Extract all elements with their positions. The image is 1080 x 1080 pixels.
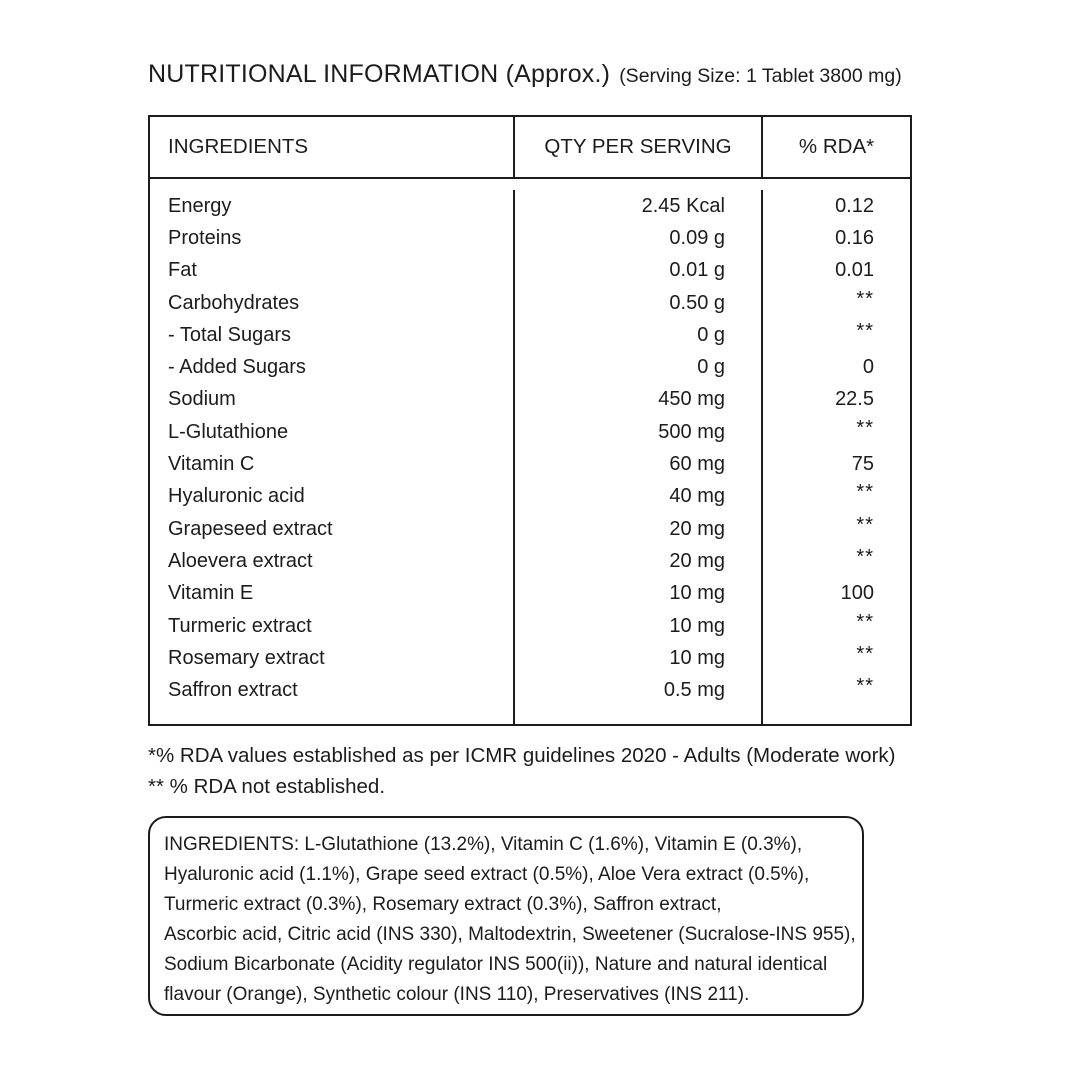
ingredients-line: flavour (Orange), Synthetic colour (INS 110), Preservatives (INS 211). <box>164 984 750 1005</box>
table-filler-row <box>150 707 910 724</box>
ingredient-name: - Added Sugars <box>150 351 515 383</box>
ingredients-line: INGREDIENTS: L-Glutathione (13.2%), Vitamin C (1.6%), Vitamin E (0.3%), <box>164 834 803 855</box>
table-filler-cell <box>150 707 515 724</box>
ingredients-line: Turmeric extract (0.3%), Rosemary extract (0.3%), Saffron extract, <box>164 894 722 915</box>
table-row <box>150 513 910 545</box>
qty-value: 20 mg <box>515 513 763 545</box>
rda-value: ** <box>856 481 874 504</box>
page-title <box>148 60 902 89</box>
ingredient-name: Hyaluronic acid <box>150 481 515 513</box>
qty-value: 40 mg <box>515 481 763 513</box>
qty-value: 0.5 mg <box>515 674 763 706</box>
ingredients-line: Sodium Bicarbonate (Acidity regulator INS 500(ii)), Nature and natural identical <box>164 954 828 975</box>
rda-value: 0.12 <box>835 194 874 217</box>
rda-value: 100 <box>840 582 874 605</box>
table-row <box>150 642 910 674</box>
rda-value: ** <box>856 545 874 568</box>
ingredient-name: Grapeseed extract <box>150 513 515 545</box>
ingredient-name: Saffron extract <box>150 674 515 706</box>
footnote-rda-not-established: ** % RDA not established. <box>148 775 386 798</box>
ingredient-name: L-Glutathione <box>150 416 515 448</box>
table-row <box>150 287 910 319</box>
rda-value: 0.01 <box>835 259 874 282</box>
ingredient-name: Turmeric extract <box>150 610 515 642</box>
qty-value: 0.09 g <box>515 222 763 254</box>
ingredient-name: Rosemary extract <box>150 642 515 674</box>
qty-value: 60 mg <box>515 448 763 480</box>
table-filler-cell <box>763 707 910 724</box>
table-row <box>150 578 910 610</box>
ingredients-lines <box>164 830 856 1010</box>
ingredients-line: Hyaluronic acid (1.1%), Grape seed extract (0.5%), Aloe Vera extract (0.5%), <box>164 864 810 885</box>
title-main: NUTRITIONAL INFORMATION (Approx.) <box>148 60 611 88</box>
ingredient-name: Vitamin E <box>150 578 515 610</box>
nutrition-table <box>148 115 912 726</box>
table-row <box>150 319 910 351</box>
table-row <box>150 674 910 706</box>
footnote-rda-established: *% RDA values established as per ICMR guidelines 2020 - Adults (Moderate work) <box>148 744 896 767</box>
qty-value: 10 mg <box>515 642 763 674</box>
qty-value: 450 mg <box>515 384 763 416</box>
ingredient-name: Proteins <box>150 222 515 254</box>
ingredient-name: Energy <box>150 190 515 222</box>
ingredient-name: - Total Sugars <box>150 319 515 351</box>
header-rda: % RDA* <box>798 135 875 158</box>
rda-value: ** <box>856 513 874 536</box>
rda-value: ** <box>856 675 874 698</box>
qty-value: 20 mg <box>515 545 763 577</box>
table-row <box>150 610 910 642</box>
rda-value: 0.16 <box>835 226 874 249</box>
qty-value: 0.01 g <box>515 255 763 287</box>
footnotes <box>148 740 895 802</box>
qty-value: 0.50 g <box>515 287 763 319</box>
qty-value: 0 g <box>515 319 763 351</box>
qty-value: 0 g <box>515 351 763 383</box>
table-row <box>150 190 910 222</box>
rda-value: 22.5 <box>835 388 874 411</box>
table-row <box>150 481 910 513</box>
nutrition-table-body <box>150 179 910 724</box>
ingredient-name: Vitamin C <box>150 448 515 480</box>
rda-value: ** <box>856 319 874 342</box>
qty-value: 10 mg <box>515 610 763 642</box>
header-ingredients: INGREDIENTS <box>150 117 515 177</box>
serving-size-text: (Serving Size: 1 Tablet 3800 mg) <box>619 65 902 87</box>
qty-value: 500 mg <box>515 416 763 448</box>
rda-value: ** <box>856 416 874 439</box>
rda-value: ** <box>856 642 874 665</box>
qty-value: 2.45 Kcal <box>515 190 763 222</box>
rda-value: ** <box>856 287 874 310</box>
table-filler-cell <box>515 707 763 724</box>
table-row <box>150 255 910 287</box>
ingredient-name: Fat <box>150 255 515 287</box>
ingredients-box <box>148 816 864 1016</box>
ingredient-name: Sodium <box>150 384 515 416</box>
header-qty-per-serving: QTY PER SERVING <box>515 117 763 177</box>
ingredient-name: Carbohydrates <box>150 287 515 319</box>
table-row <box>150 351 910 383</box>
table-row <box>150 545 910 577</box>
table-header-row <box>150 117 910 179</box>
rda-value: 75 <box>851 453 874 476</box>
qty-value: 10 mg <box>515 578 763 610</box>
table-row <box>150 416 910 448</box>
table-row <box>150 222 910 254</box>
rda-value: ** <box>856 610 874 633</box>
table-row <box>150 384 910 416</box>
ingredients-line: Ascorbic acid, Citric acid (INS 330), Maltodextrin, Sweetener (Sucralose-INS 955), <box>164 924 856 945</box>
ingredient-name: Aloevera extract <box>150 545 515 577</box>
table-row <box>150 448 910 480</box>
rda-value: 0 <box>862 356 874 379</box>
